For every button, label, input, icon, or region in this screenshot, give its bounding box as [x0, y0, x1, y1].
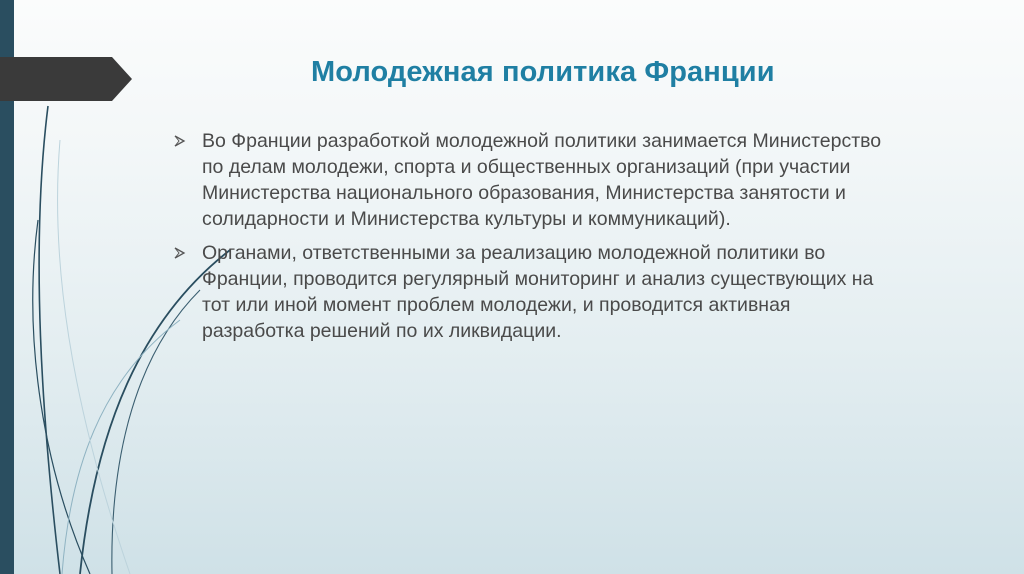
- chevron-right-icon: [174, 135, 186, 147]
- bullet-text: Органами, ответственными за реализацию молодежной политики во Франции, проводится регулярный мониторинг и анализ существующих на тот или иной момент проблем молодежи, и проводится активная разработка решений по их ликвидации.: [202, 242, 874, 342]
- bullet-item: [172, 240, 892, 344]
- bullet-text: Во Франции разработкой молодежной политики занимается Министерство по делам молодежи, спорта и общественных организаций (при участии Министерства национального образования, Министерства занятости и солидарности и Министерства культуры и коммуникаций).: [202, 130, 882, 230]
- slide-title: Молодежная политика Франции: [311, 56, 775, 88]
- chevron-right-icon: [174, 247, 186, 259]
- slide-content: [172, 128, 892, 352]
- bullet-item: [172, 128, 892, 232]
- title-arrow-marker: [0, 57, 132, 101]
